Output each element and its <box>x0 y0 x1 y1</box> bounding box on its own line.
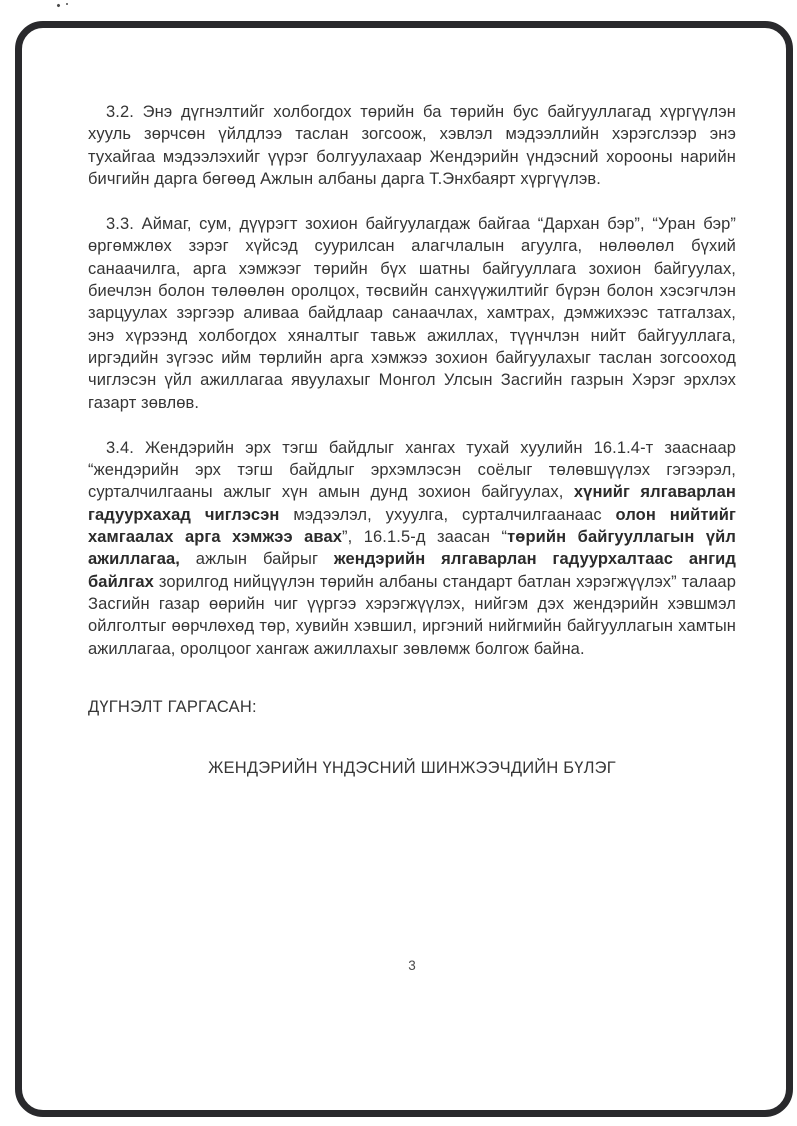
page-number: 3 <box>408 958 416 973</box>
paragraph-3-2: 3.2. Энэ дүгнэлтийг холбогдох төрийн ба төрийн бус байгууллагад хүргүүлэн хууль зөрчсөн үйлдлээ таслан зогсоож, хэвлэл мэдээллийн хэрэгслээр энэ тухайгаа мэдээлэхийг үүрэг болгуулахаар Жендэрийн үндэсний хорооны нарийн бичгийн дарга бөгөөд Ажлын албаны дарга Т.Энхбаярт хүргүүлэв. <box>88 103 736 188</box>
document-body <box>88 101 736 779</box>
conclusion-issuer: ЖЕНДЭРИЙН ҮНДЭСНИЙ ШИНЖЭЭЧДИЙН БҮЛЭГ <box>208 759 616 778</box>
conclusion-heading: ДҮГНЭЛТ ГАРГАСАН: <box>88 697 257 716</box>
scan-speckle <box>56 3 60 7</box>
paragraph-3-3: 3.3. Аймаг, сум, дүүрэгт зохион байгуулагдаж байгаа “Дархан бэр”, “Уран бэр” өргөмжлөх зэрэг хүйсэд суурилсан алагчлалын агуулга, нөлөөлөл бүхий санаачилга, арга хэмжээг төрийн бүх шатны байгууллага зохион байгуулах, биечлэн болон төлөөлөн оролцох, төсвийн санхүүжилтийг бүрэн болон хэсэгчлэн зарцуулах зэргээр аливаа байдлаар санаачлах, хамтрах, дэмжихээс татгалзах, энэ хүрээнд холбогдох хяналтыг тавьж ажиллах, түүнчлэн нийт байгууллага, иргэдийн зүгээс ийм төрлийн арга хэмжээ зохион байгуулахыг таслан зогсооход чиглэсэн үйл ажиллагаа явуулахыг Монгол Улсын Засгийн газрын Хэрэг эрхлэх газарт зөвлөв. <box>88 215 736 412</box>
paragraph-3-4: 3.4. Жендэрийн эрх тэгш байдлыг хангах тухай хуулийн 16.1.4-т зааснаар “жендэрийн эрх тэгш байдлыг эрхэмлэсэн соёлыг төлөвшүүлэх гэгээрэл, сурталчилгааны ажлыг хүн амын дунд зохион байгуулах, хүнийг ялгаварлан гадуурхахад чиглэсэн мэдээлэл, ухуулга, сурталчилгаанаас олон нийтийг хамгаалах арга хэмжээ авах”, 16.1.5-д заасан “төрийн байгууллагын үйл ажиллагаа, ажлын байрыг жендэрийн ялгаварлан гадуурхалтаас ангид байлгах зорилгод нийцүүлэн төрийн албаны стандарт батлан хэрэгжүүлэх” талаар Засгийн газар өөрийн чиг үүргээ хэрэгжүүлэх, нийгэм дэх жендэрийн хэвшмэл ойлголтыг өөрчлөхөд төр, хувийн хэвшил, иргэний нийгмийн байгууллагын хамтын ажиллагаа, оролцоог хангаж ажиллахыг зөвлөмж болгож байна. <box>88 438 736 658</box>
scan-speckle <box>66 3 68 5</box>
